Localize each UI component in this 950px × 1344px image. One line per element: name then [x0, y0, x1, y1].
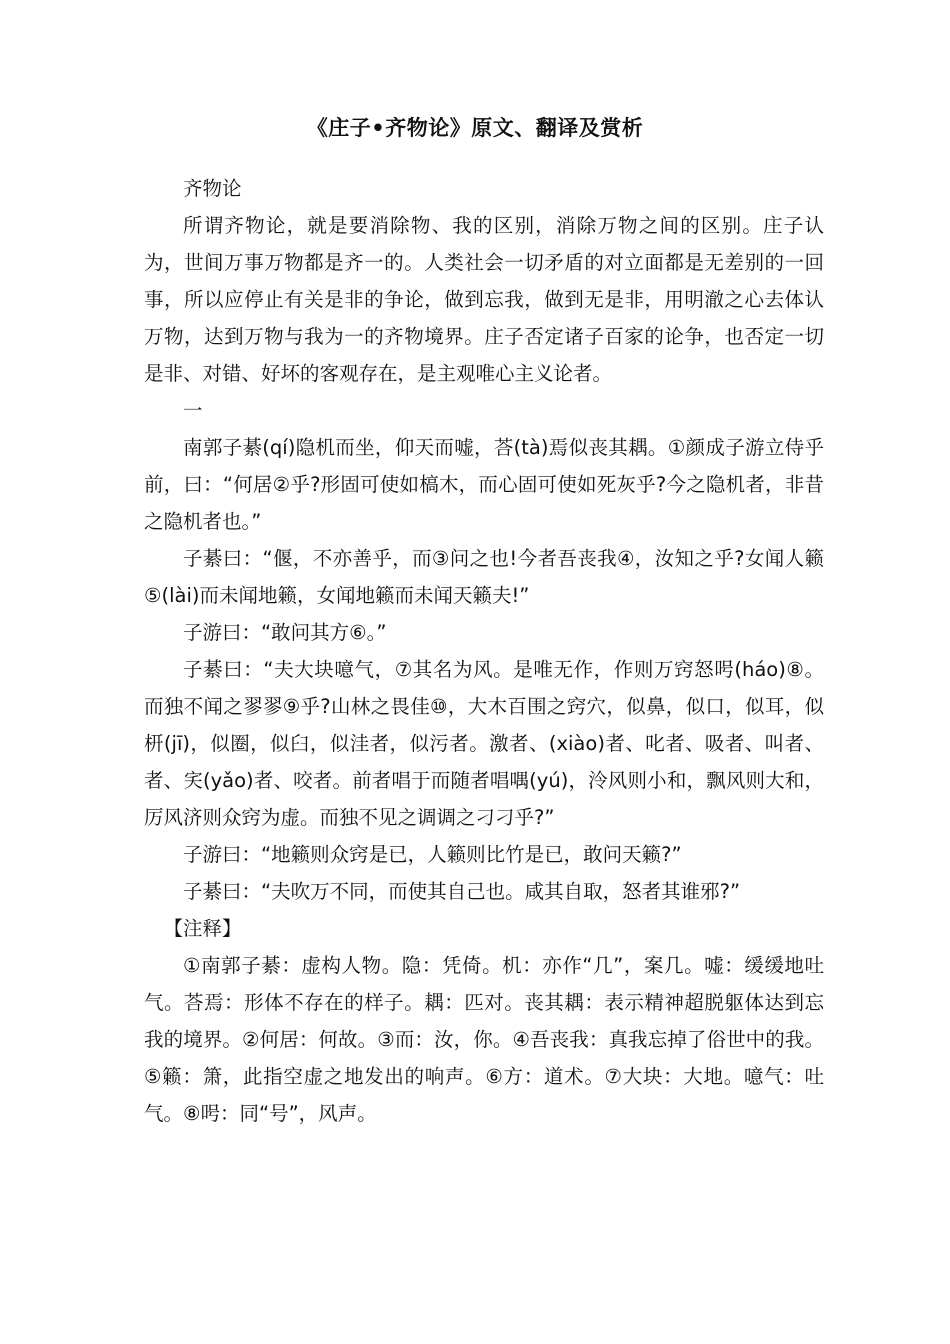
text-paragraph: 南郭子綦(qí)隐机而坐，仰天而嘘，荅(tà)焉似丧其耦。①颜成子游立侍乎前，曰：“何居②乎?形固可使如槁木，而心固可使如死灰乎?今之隐机者，非昔之隐机者也。” — [144, 436, 824, 533]
text-paragraph: 子綦曰：“夫大块噫气，⑦其名为风。是唯无作，作则万窍怒呺(háo)⑧。而独不闻之翏翏⑨乎?山林之畏佳⑩，大木百围之窍穴，似鼻，似口，似耳，似枅(jī)，似圈，似臼，似洼者，似污者。激者、(xiào)者、叱者、吸者、叫者、者、宎(yǎo)者、咬者。前者唱于而随者唱喁(yú)，泠风则小和，飘风则大和，厉风济则众窍为虚。而独不见之调调之刁刁乎?” — [144, 658, 824, 829]
text-paragraph: 子綦曰：“夫吹万不同，而使其自己也。咸其自取，怒者其谁邪?” — [183, 880, 741, 903]
chapter-number: 一 — [183, 399, 203, 422]
notes-paragraph: ①南郭子綦：虚构人物。隐：凭倚。机：亦作“几”，案几。嘘：缓缓地吐气。荅焉：形体不存在的样子。耦：匹对。丧其耦：表示精神超脱躯体达到忘我的境界。②何居：何故。③而：汝，你。④吾丧我：真我忘掉了俗世中的我。⑤籁：箫，此指空虚之地发出的响声。⑥方：道术。⑦大块：大地。噫气：吐气。⑧呺：同“号”，风声。 — [144, 954, 824, 1125]
intro-paragraph: 所谓齐物论，就是要消除物、我的区别，消除万物之间的区别。庄子认为，世间万事万物都是齐一的。人类社会一切矛盾的对立面都是无差别的一回事，所以应停止有关是非的争论，做到忘我，做到无是非，用明澈之心去体认万物，达到万物与我为一的齐物境界。庄子否定诸子百家的论争，也否定一切是非、对错、好坏的客观存在，是主观唯心主义论者。 — [144, 214, 824, 385]
section-heading: 齐物论 — [183, 177, 242, 200]
notes-heading: 【注释】 — [163, 917, 242, 940]
document-title: 《庄子•齐物论》原文、翻译及赏析 — [306, 116, 644, 140]
text-paragraph: 子游曰：“地籁则众窍是已，人籁则比竹是已，敢问天籁?” — [183, 843, 682, 866]
text-paragraph: 子綦曰：“偃，不亦善乎，而③问之也!今者吾丧我④，汝知之乎?女闻人籁⑤(lài)而未闻地籁，女闻地籁而未闻天籁夫!” — [144, 547, 824, 607]
text-paragraph: 子游曰：“敢问其方⑥。” — [183, 621, 387, 644]
document-body — [144, 170, 824, 1132]
